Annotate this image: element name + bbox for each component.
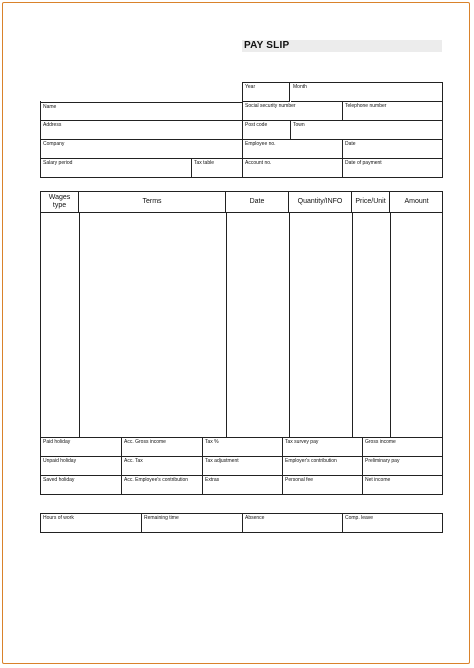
unpaid-holiday-field[interactable]: Unpaid holiday — [41, 457, 122, 476]
remaining-time-field[interactable]: Remaining time — [142, 514, 243, 532]
tax-table-field[interactable] — [192, 159, 243, 178]
date-field[interactable] — [343, 140, 443, 159]
salary-period-label: Salary period — [43, 160, 73, 166]
summary-table — [40, 437, 443, 495]
date-of-payment-field[interactable] — [343, 159, 443, 178]
post-code-label: Post code — [245, 122, 268, 128]
year-field[interactable] — [242, 83, 290, 102]
telephone-field[interactable] — [343, 102, 443, 121]
company-field[interactable] — [41, 140, 243, 159]
salary-period-field[interactable] — [41, 159, 192, 178]
tax-adjustment-field[interactable]: Tax adjustment — [203, 457, 283, 476]
wages-table — [40, 191, 443, 438]
saved-holiday-field[interactable]: Saved holiday — [41, 476, 122, 495]
post-code-field[interactable] — [243, 121, 291, 140]
quantity-info-header: Quantity/INFO — [289, 192, 352, 213]
employee-no-field[interactable] — [243, 140, 343, 159]
page-title: PAY SLIP — [244, 40, 290, 51]
date-header: Date — [226, 192, 289, 213]
price-unit-column[interactable] — [352, 212, 391, 437]
month-label: Month — [293, 84, 307, 90]
extras-field[interactable]: Extras — [203, 476, 283, 495]
account-no-field[interactable] — [243, 159, 343, 178]
wages-type-column[interactable] — [41, 212, 80, 437]
net-income-field[interactable]: Net income — [365, 477, 391, 483]
name-field[interactable] — [41, 102, 243, 121]
comp-leave-field[interactable]: Comp. leave — [345, 515, 374, 521]
town-field[interactable] — [291, 121, 443, 140]
account-no-label: Account no. — [245, 160, 272, 166]
address-field[interactable] — [41, 121, 243, 140]
date-column[interactable] — [226, 212, 290, 437]
telephone-label: Telephone number — [345, 103, 387, 109]
acc-tax-field[interactable]: Acc. Tax — [122, 457, 203, 476]
wages-type-header: Wages type — [41, 192, 79, 213]
social-security-label: Social security number — [245, 103, 296, 109]
tax-table-label: Tax table — [194, 160, 215, 166]
address-label: Address — [43, 122, 62, 128]
name-label: Name — [43, 104, 57, 110]
paid-holiday-field[interactable]: Paid holiday — [41, 438, 122, 457]
date-label: Date — [345, 141, 356, 147]
hours-of-work-field[interactable]: Hours of work — [41, 514, 142, 532]
acc-gross-income-field[interactable]: Acc. Gross income — [122, 438, 203, 457]
amount-header: Amount — [390, 192, 443, 213]
social-security-field[interactable] — [243, 102, 343, 121]
employee-no-label: Employee no. — [245, 141, 276, 147]
town-label: Town — [293, 122, 305, 128]
terms-column[interactable] — [79, 212, 227, 437]
personal-fee-field[interactable]: Personal fee — [283, 476, 363, 495]
price-unit-header: Price/Unit — [352, 192, 390, 213]
footer-table — [40, 513, 443, 533]
gross-income-field[interactable]: Gross income — [363, 438, 443, 457]
date-of-payment-label: Date of payment — [345, 160, 382, 166]
absence-field[interactable]: Absence — [243, 514, 343, 532]
terms-header: Terms — [79, 192, 226, 213]
info-top-mask — [40, 82, 242, 101]
acc-employees-contribution-field[interactable]: Acc. Employee's contribution — [122, 476, 203, 495]
quantity-info-column[interactable] — [289, 212, 353, 437]
tax-survey-pay-field[interactable]: Tax survey pay — [283, 438, 363, 457]
company-label: Company — [43, 141, 65, 147]
tax-percent-field[interactable]: Tax % — [203, 438, 283, 457]
month-field[interactable] — [291, 83, 443, 102]
year-label: Year — [245, 84, 256, 90]
preliminary-pay-field[interactable]: Preliminary pay — [363, 457, 443, 476]
employers-contribution-field[interactable]: Employer's contribution — [283, 457, 363, 476]
